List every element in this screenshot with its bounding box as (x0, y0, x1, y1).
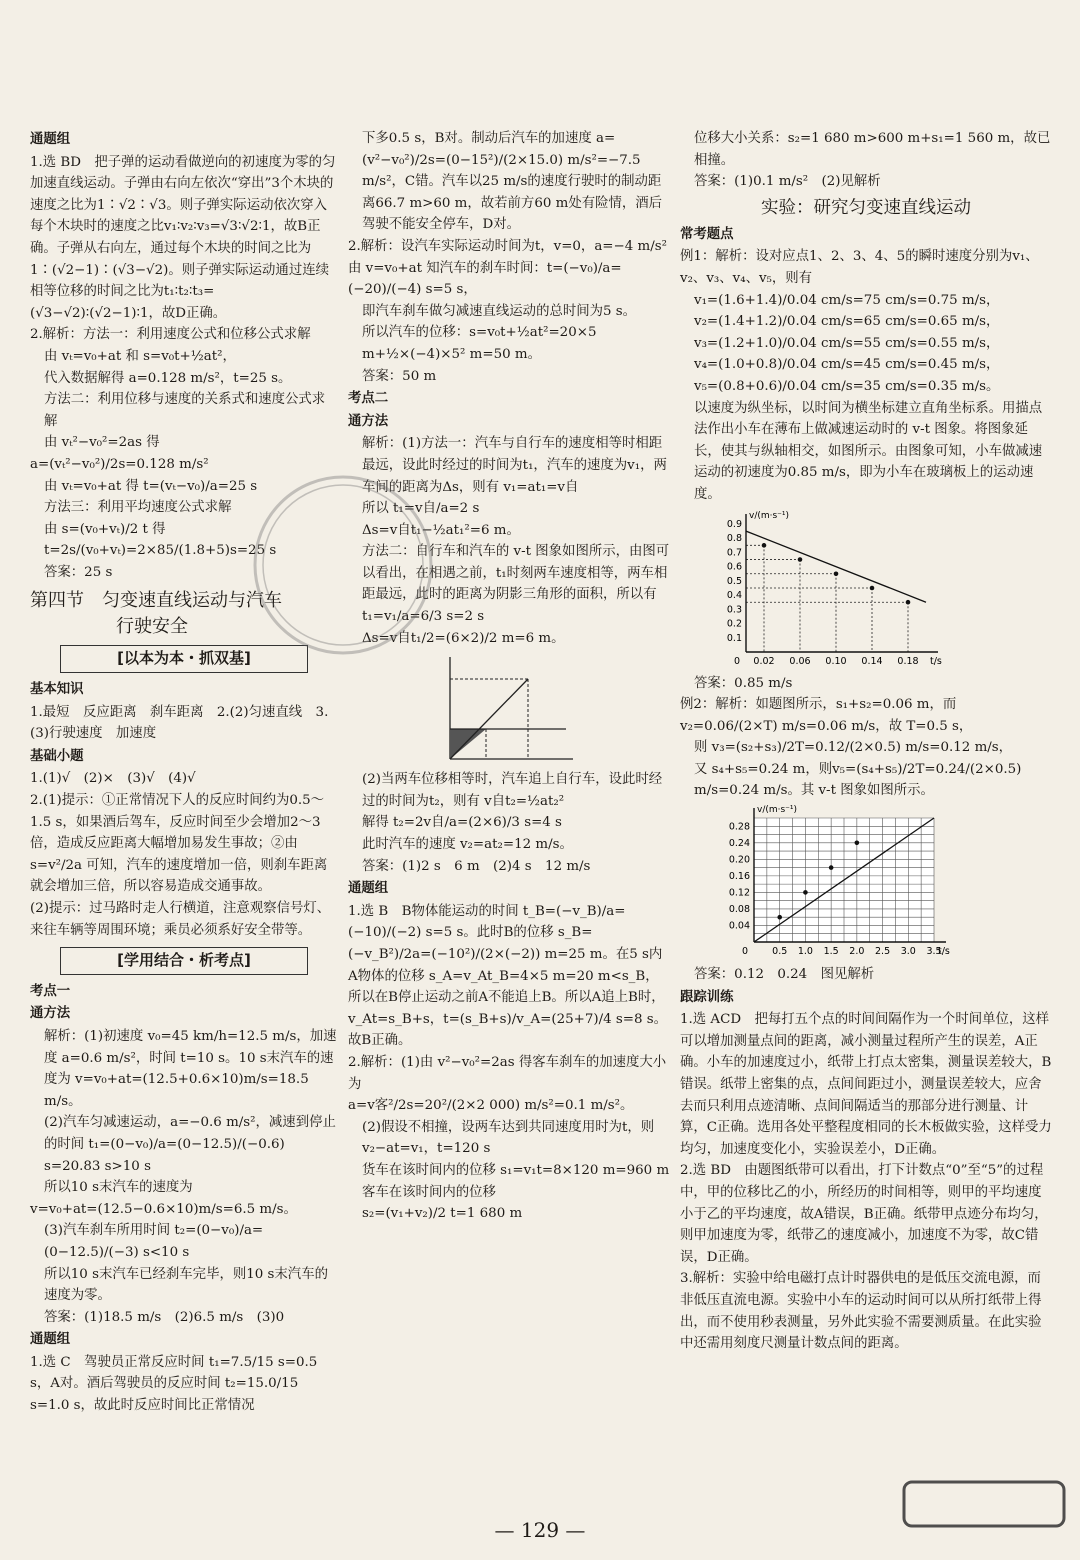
x-axis-label: t/s (938, 946, 950, 958)
paragraph: 方法二：利用位移与速度的关系式和速度公式求解 (44, 392, 326, 429)
paragraph: 1.选 ACD 把每打五个点的时间间隔作为一个时间单位，这样可以增加测量点间的距离，减小测量过程所产生的误差，A正确。小车的加速度过小，纸带上打点太密集，测量误差较大，B错误。纸带上密集的点，点间间距过小，测量误差较大，应舍去而只利用点迹清晰、点间间隔适当的那部分进行测量、计算，C正确。选用各处平整程度相同的长木板做实验，这样受力均匀，加速度变化小，实验误差小，D正确。 (680, 1012, 1052, 1157)
col2-block-b (348, 769, 670, 1224)
stamp-watermark (248, 470, 438, 660)
paragraph: 2.解析：设汽车实际运动时间为t，v=0，a=−4 m/s² 由 v=v₀+at 知汽车的刹车时间：t=(−v₀)/a=(−20)/(−4) s=5 s， (348, 238, 667, 298)
data-point (762, 543, 767, 548)
col3-block-b (680, 224, 1052, 506)
paragraph: 答案：0.12 0.24 图见解析 (694, 967, 875, 983)
y-tick-label: 0.5 (726, 575, 742, 587)
paragraph: 例2：解析：如题图所示，s₁+s₂=0.06 m，而 v₂=0.06/(2×T) m/s=0.06 m/s，故 T=0.5 s， (680, 697, 973, 734)
paragraph: 客车在该时间内的位移 (362, 1184, 496, 1200)
paragraph: 解析：(1)初速度 v₀=45 km/h=12.5 m/s，加速度 a=0.6 m/s²，时间 t=10 s。10 s末汽车的速度为 v=v₀+at=(12.5+0.6×10)m/s=18.5 m/s。 (44, 1028, 337, 1109)
y-tick-label: 0.8 (726, 532, 742, 544)
col1-block-c (30, 981, 338, 1417)
paragraph: 答案：0.85 m/s (694, 675, 793, 691)
paragraph: 由 s=(v₀+vₜ)/2 t 得 t=2s/(v₀+vₜ)=2×85/(1.8+5)s=25 s (44, 521, 277, 559)
paragraph: 1.(1)√ (2)× (3)√ (4)√ (30, 771, 196, 787)
paragraph: 1.最短 反应距离 刹车距离 2.(2)匀速直线 3.(3)行驶速度 加速度 (30, 704, 329, 742)
vt-diagram (428, 651, 578, 769)
x-tick-label: 3.5 (926, 946, 942, 958)
paragraph: 即汽车刹车做匀减速直线运动的总时间为5 s。 (362, 303, 637, 319)
y-tick-label: 0.1 (726, 632, 742, 644)
col1-block-b (30, 679, 338, 941)
paragraph: 货车在该时间内的位移 s₁=v₁t=8×120 m=960 m (362, 1162, 670, 1178)
y-tick-label: 0.20 (728, 854, 750, 866)
paragraph: 1.选 BD 把子弹的运动看做逆向的初速度为零的匀加速直线运动。子弹由右向左依次“穿出”3个木块的速度之比为1∶√2∶√3。则子弹实际运动依次穿入每个木块时的速度之比v₁∶v₂∶v₃=√3∶√2∶1，故B正确。子弹从右向左，通过每个木块的时间之比为1∶(√2−1)∶(√3−√2)。则子弹实际运动通过连续相等位移的时间之比为t₁∶t₂∶t₃=(√3−√2)∶(√2−1)∶1，故D正确。 (30, 154, 336, 321)
y-axis-label: v/(m·s⁻¹) (757, 805, 798, 816)
paragraph: (2)提示：过马路时走人行横道，注意观察信号灯、来往车辆等周围环境；乘员必须系好安全带等。 (30, 901, 331, 938)
data-point (870, 585, 875, 590)
x-tick-label: 0.18 (897, 655, 919, 667)
data-point (798, 557, 803, 562)
paragraph: a=(vₜ²−v₀²)/2s=0.128 m/s² (30, 456, 209, 472)
paragraph: 由 vₜ=v₀+at 得 t=(vₜ−v₀)/a=25 s (44, 478, 258, 494)
x-tick-label: 0.06 (789, 655, 811, 667)
y-tick-label: 0.16 (728, 870, 750, 882)
section-title: 第四节 匀变速直线运动与汽车 (30, 590, 282, 612)
data-point (834, 571, 839, 576)
page-number: — 129 — (494, 1518, 586, 1542)
y-tick-label: 0.9 (726, 518, 742, 530)
paragraph: 由 vₜ=v₀+at 和 s=v₀t+½at²， (44, 348, 236, 364)
heading: 通方法 (348, 413, 389, 429)
paragraph: 又 s₄+s₅=0.24 m，则v₅=(s₄+s₅)/2T=0.24/(2×0.5) m/s=0.24 m/s。其 v-t 图象如图所示。 (694, 761, 1022, 799)
paragraph: (2)假设不相撞，设两车达到共同速度用时为t，则 v₂−at=v₁，t=120 s (362, 1119, 655, 1157)
paragraph: v₄=(1.0+0.8)/0.04 cm/s=45 cm/s=0.45 m/s， (694, 357, 1000, 373)
paragraph: 由 vₜ²−v₀²=2as 得 (44, 435, 160, 451)
heading: 考点二 (348, 391, 389, 407)
paragraph: 方法二：自行车和汽车的 v-t 图象如图所示，由图可以看出，在相遇之前，t₁时刻两车速度相等，两车相距最远，此时的距离为阴影三角形的面积，所以有 (362, 544, 670, 603)
y-tick-label: 0.08 (728, 903, 750, 915)
paragraph: (2)汽车匀减速运动，a=−0.6 m/s²，减速到停止的时间 t₁=(0−v₀)/a=(0−12.5)/(−0.6) s=20.83 s>10 s (44, 1115, 336, 1174)
column-1 (30, 128, 338, 1417)
x-tick-label: 3.0 (900, 946, 916, 958)
paragraph: v₂=(1.4+1.2)/0.04 cm/s=65 cm/s=0.65 m/s， (694, 314, 1000, 330)
paragraph: 方法三：利用平均速度公式求解 (44, 500, 232, 516)
paragraph: (2)当两车位移相等时，汽车追上自行车，设此时经过的时间为t₂，则有 v自t₂=½at₂² (362, 772, 663, 809)
paragraph: v₃=(1.2+1.0)/0.04 cm/s=55 cm/s=0.55 m/s， (694, 335, 1000, 351)
col3-block-a (680, 128, 1052, 193)
column-3 (680, 128, 1052, 1355)
paragraph: 所以10 s末汽车已经刹车完毕，则10 s末汽车的速度为零。 (44, 1266, 328, 1304)
paragraph: (3)汽车刹车所用时间 t₂=(0−v₀)/a=(0−12.5)/(−3) s<10 s (44, 1223, 264, 1260)
paragraph: 解得 t₂=2v自/a=(2×6)/3 s=4 s (362, 815, 562, 831)
y-tick-label: 0.2 (726, 618, 742, 630)
heading: 跟踪训练 (680, 989, 734, 1005)
paragraph: 答案：(1)18.5 m/s (2)6.5 m/s (3)0 (44, 1309, 285, 1325)
y-tick-label: 0.3 (726, 603, 742, 615)
paragraph: 1.选 C 驾驶员正常反应时间 t₁=7.5/15 s=0.5 s，A对。酒后驾驶员的反应时间 t₂=15.0/15 s=1.0 s，故此时反应时间比正常情况 (30, 1354, 318, 1414)
y-tick-label: 0.04 (728, 920, 750, 932)
paragraph: 位移大小关系：s₂=1 680 m>600 m+s₁=1 560 m，故已相撞。 (694, 131, 1051, 168)
x-tick-label: 0.14 (861, 655, 883, 667)
vt-shaded-area (450, 729, 486, 759)
paragraph: 3.解析：实验中给电磁打点计时器供电的是低压交流电源，而非低压直流电源。实验中小车的运动时间可以从所打纸带上得出，而不使用秒表测量，另外此实验不需要测质量。在此实验中还需用刻度尺测量计数点间的距离。 (680, 1271, 1042, 1352)
data-point (829, 865, 834, 870)
x-tick-label: 1.0 (797, 946, 813, 958)
paragraph: 代入数据解得 a=0.128 m/s²，t=25 s。 (44, 370, 292, 386)
paragraph: 1.选 B B物体能运动的时间 t_B=(−v_B)/a=(−10)/(−2) s=5 s。此时B的位移 s_B=(−v_B²)/2a=(−10²)/(2×(−2)) m=25 m。在5 s内A物体的位移 s_A=v_At_B=4×5 m=20 m<s_B，所以在B停止运动之前A不能追上B。所以A追上B时，v_At=s_B+s，t=(s_B+s)/v_A=(25+7)/4 s=8 s。故B正确。 (348, 903, 668, 1049)
paragraph: v=v₀+at=(12.5−0.6×10)m/s=6.5 m/s。 (30, 1201, 297, 1217)
paragraph: s₂=(v₁+v₂)/2 t=1 680 m (362, 1206, 523, 1222)
paragraph: 则 v₃=(s₂+s₃)/2T=0.12/(2×0.5) m/s=0.12 m/s， (694, 740, 1013, 756)
heading: 基本知识 (30, 682, 84, 698)
data-point (906, 599, 911, 604)
x-tick-label: 0.10 (825, 655, 847, 667)
heading: 通方法 (30, 1006, 71, 1022)
section-title-cont: 行驶安全 (116, 616, 188, 638)
x-tick-label: 0.02 (753, 655, 775, 667)
heading: 通题组 (30, 132, 71, 147)
paragraph: Δs=v自t₁/2=(6×2)/2 m=6 m。 (362, 630, 565, 646)
paragraph: 答案：(1)0.1 m/s² (2)见解析 (694, 174, 881, 190)
paragraph: v₅=(0.8+0.6)/0.04 cm/s=35 cm/s=0.35 m/s。 (694, 378, 1000, 394)
y-tick-label: 0.6 (726, 561, 742, 573)
column-2 (348, 128, 670, 1225)
x-axis-label: t/s (930, 655, 942, 667)
col3-block-d (680, 964, 1052, 1355)
data-point (855, 841, 860, 846)
col3-block-c (680, 673, 1052, 803)
banner-basics: [以本为本・抓双基] (60, 645, 308, 673)
origin-label: 0 (733, 655, 740, 667)
paragraph: 答案：50 m (362, 368, 437, 384)
paragraph: 解析：(1)方法一：汽车与自行车的速度相等时相距最远，设此时经过的时间为t₁，汽车的速度为v₁，两车间的距离为Δs，则有 v₁=at₁=v自 (362, 436, 667, 495)
y-tick-label: 0.7 (726, 546, 742, 558)
paragraph: 例1：解析：设对应点1、2、3、4、5的瞬时速度分别为v₁、v₂、v₃、v₄、v₅，则有 (680, 249, 1039, 286)
y-axis-label: v/(m·s⁻¹) (749, 510, 790, 521)
paragraph: 下多0.5 s，B对。制动后汽车的加速度 a=(v²−v₀²)/2s=(0−15²)/(2×15.0) m/s²=−7.5 m/s²，C错。汽车以25 m/s的速度行驶时的制动距离66.7 m>60 m，故若前方60 m处有险情，酒后驾驶不能安全停车，D对。 (362, 131, 663, 233)
paragraph: 所以10 s末汽车的速度为 (44, 1180, 193, 1196)
paragraph: 答案：(1)2 s 6 m (2)4 s 12 m/s (362, 858, 591, 874)
paragraph: v₁=(1.6+1.4)/0.04 cm/s=75 cm/s=0.75 m/s， (694, 292, 1000, 308)
x-tick-label: 0.5 (772, 946, 788, 958)
x-tick-label: 1.5 (823, 946, 839, 958)
paragraph: 所以汽车的位移：s=v₀t+½at²=20×5 m+½×(−4)×5² m=50 m。 (362, 325, 597, 362)
paragraph: 2.解析：方法一：利用速度公式和位移公式求解 (30, 327, 311, 343)
experiment-title: 实验：研究匀变速直线运动 (761, 197, 971, 218)
vt-car-line (450, 679, 528, 759)
paragraph: t₁=v₁/a=6/3 s=2 s (362, 609, 485, 625)
paragraph: 2.(1)提示：①正常情况下人的反应时间约为0.5～1.5 s，如果酒后驾车，反应时间至少会增加2～3倍，造成反应距离大幅增加易发生事故；②由 s=v²/2a 可知，汽车的速度增加一倍，则刹车距离就会增加三倍，所以容易造成交通事故。 (30, 793, 328, 895)
paragraph: 此时汽车的速度 v₂=at₂=12 m/s。 (362, 837, 573, 853)
y-tick-label: 0.24 (728, 837, 750, 849)
paragraph: 2.选 BD 由题图纸带可以看出，打下计数点“0”至“5”的过程中，甲的位移比乙的小，所经历的时间相等，则甲的平均速度小于乙的平均速度，故A错误，B正确。纸带甲点迹分布均匀，则甲加速度为零，纸带乙的速度减小，加速度不为零，故C错误，D正确。 (680, 1163, 1048, 1265)
data-point (803, 890, 808, 895)
banner-exam-points: [学用结合・析考点] (60, 947, 308, 975)
paragraph: Δs=v自t₁−½at₁²=6 m。 (362, 522, 520, 538)
paragraph: 2.解析：(1)由 v²−v₀²=2as 得客车刹车的加速度大小为 (348, 1054, 667, 1092)
y-tick-label: 0.12 (728, 887, 750, 899)
y-tick-label: 0.4 (726, 589, 742, 601)
paragraph: 答案：25 s (44, 564, 113, 580)
paragraph: 所以 t₁=v自/a=2 s (362, 501, 480, 517)
heading: 通题组 (348, 881, 389, 897)
paragraph: 以速度为纵坐标，以时间为横坐标建立直角坐标系。用描点法作出小车在薄布上做减速运动时的 v-t 图象。将图象延长，使其与纵轴相交，如图所示。由图象可知，小车做减速运动的初速度为0.85 m/s，即为小车在玻璃板上的运动速度。 (694, 400, 1043, 502)
heading: 考点一 (30, 983, 71, 999)
chart-example2 (718, 804, 958, 964)
paragraph: a=v客²/2s=20²/(2×2 000) m/s²=0.1 m/s²。 (348, 1098, 634, 1114)
heading: 通题组 (30, 1332, 71, 1348)
origin-label: 0 (741, 946, 748, 958)
corner-logo-watermark (900, 1478, 1070, 1556)
chart-example1 (718, 508, 948, 673)
x-tick-label: 2.5 (875, 946, 891, 958)
heading: 基础小题 (30, 748, 84, 764)
y-tick-label: 0.28 (728, 821, 750, 833)
x-tick-label: 2.0 (849, 946, 865, 958)
data-point (777, 915, 782, 920)
heading: 常考题点 (680, 226, 734, 242)
